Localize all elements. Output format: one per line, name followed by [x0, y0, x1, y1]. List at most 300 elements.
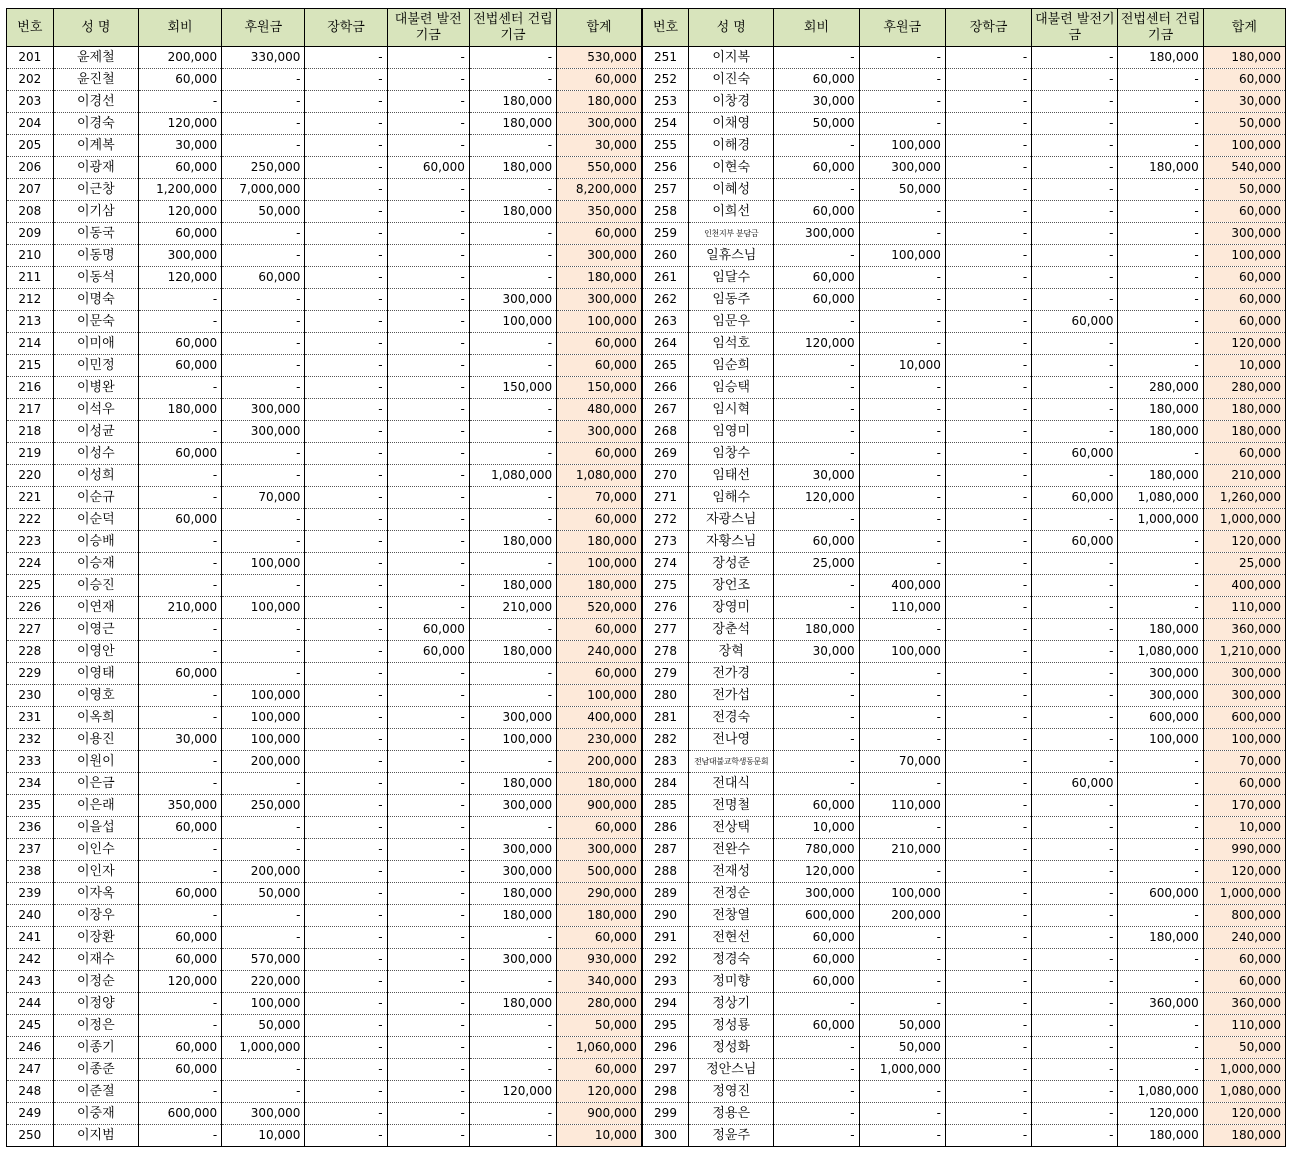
table-row	[7, 201, 1286, 223]
cell-support: -	[222, 641, 305, 663]
cell-fund: -	[1032, 993, 1118, 1015]
cell-center: -	[1118, 1037, 1203, 1059]
cell-name: 전가경	[689, 663, 774, 685]
cell-no: 278	[642, 641, 689, 663]
cell-no: 273	[642, 531, 689, 553]
cell-fund: -	[387, 949, 469, 971]
cell-center: 300,000	[469, 707, 556, 729]
cell-name: 윤진철	[53, 69, 138, 91]
header-center-right: 전법센터 건립기금	[1118, 9, 1203, 47]
cell-total: 180,000	[557, 531, 642, 553]
cell-support: -	[859, 311, 945, 333]
cell-fee: -	[774, 751, 859, 773]
cell-support: -	[222, 575, 305, 597]
header-scholarship-right: 장학금	[945, 9, 1031, 47]
cell-fee: 120,000	[138, 113, 221, 135]
cell-support: -	[222, 663, 305, 685]
cell-fee: 60,000	[774, 157, 859, 179]
cell-support: -	[859, 443, 945, 465]
cell-fee: 60,000	[138, 333, 221, 355]
cell-name: 이은금	[53, 773, 138, 795]
cell-support: -	[222, 465, 305, 487]
cell-fee: 60,000	[774, 795, 859, 817]
cell-fee: 60,000	[774, 971, 859, 993]
cell-total: 60,000	[557, 927, 642, 949]
cell-no: 280	[642, 685, 689, 707]
cell-no: 284	[642, 773, 689, 795]
cell-scholarship: -	[945, 311, 1031, 333]
cell-fee: -	[138, 531, 221, 553]
cell-fund: -	[387, 333, 469, 355]
cell-total: 360,000	[1203, 993, 1285, 1015]
cell-total: 350,000	[557, 201, 642, 223]
cell-total: 210,000	[1203, 465, 1285, 487]
cell-total: 60,000	[557, 69, 642, 91]
cell-fee: 350,000	[138, 795, 221, 817]
cell-center: -	[469, 1125, 556, 1147]
cell-center: -	[469, 267, 556, 289]
table-row	[7, 69, 1286, 91]
cell-no: 216	[7, 377, 54, 399]
cell-no: 250	[7, 1125, 54, 1147]
cell-fund: -	[1032, 1037, 1118, 1059]
header-support-right: 후원금	[859, 9, 945, 47]
cell-center: -	[469, 1015, 556, 1037]
cell-center: 180,000	[1118, 1125, 1203, 1147]
cell-name: 이장환	[53, 927, 138, 949]
cell-fee: -	[774, 443, 859, 465]
cell-scholarship: -	[305, 707, 387, 729]
table-row	[7, 355, 1286, 377]
cell-name: 정안스님	[689, 1059, 774, 1081]
cell-no: 253	[642, 91, 689, 113]
cell-no: 239	[7, 883, 54, 905]
cell-total: 500,000	[557, 861, 642, 883]
cell-support: 250,000	[222, 157, 305, 179]
cell-name: 이원이	[53, 751, 138, 773]
cell-name: 이중재	[53, 1103, 138, 1125]
cell-scholarship: -	[945, 839, 1031, 861]
cell-fee: -	[774, 47, 859, 69]
cell-support: 100,000	[859, 245, 945, 267]
cell-name: 이성희	[53, 465, 138, 487]
cell-total: 180,000	[557, 773, 642, 795]
cell-no: 234	[7, 773, 54, 795]
cell-no: 244	[7, 993, 54, 1015]
cell-fund: -	[387, 773, 469, 795]
cell-support: 7,000,000	[222, 179, 305, 201]
cell-scholarship: -	[305, 355, 387, 377]
cell-fee: -	[774, 399, 859, 421]
cell-center: -	[1118, 817, 1203, 839]
table-row	[7, 553, 1286, 575]
cell-center: 1,080,000	[1118, 487, 1203, 509]
cell-fund: -	[387, 839, 469, 861]
cell-fund: -	[1032, 465, 1118, 487]
cell-center: 1,080,000	[469, 465, 556, 487]
cell-total: 230,000	[557, 729, 642, 751]
cell-fund: -	[1032, 421, 1118, 443]
cell-no: 217	[7, 399, 54, 421]
cell-no: 208	[7, 201, 54, 223]
cell-center: -	[469, 1103, 556, 1125]
cell-total: 1,080,000	[557, 465, 642, 487]
cell-center: -	[1118, 69, 1203, 91]
cell-scholarship: -	[305, 839, 387, 861]
cell-fund: -	[1032, 223, 1118, 245]
cell-total: 180,000	[1203, 421, 1285, 443]
cell-support: -	[859, 685, 945, 707]
cell-fee: -	[774, 179, 859, 201]
cell-support: 1,000,000	[222, 1037, 305, 1059]
cell-support: 50,000	[222, 1015, 305, 1037]
cell-scholarship: -	[945, 1081, 1031, 1103]
cell-support: -	[859, 949, 945, 971]
cell-fund: 60,000	[387, 641, 469, 663]
cell-fee: -	[138, 685, 221, 707]
cell-no: 221	[7, 487, 54, 509]
cell-scholarship: -	[305, 377, 387, 399]
cell-support: 100,000	[222, 597, 305, 619]
cell-scholarship: -	[945, 47, 1031, 69]
cell-center: 180,000	[469, 773, 556, 795]
cell-support: 50,000	[222, 883, 305, 905]
cell-support: -	[222, 113, 305, 135]
cell-total: 30,000	[557, 135, 642, 157]
table-row	[7, 91, 1286, 113]
cell-support: -	[859, 729, 945, 751]
cell-support: 50,000	[859, 179, 945, 201]
cell-name: 이민정	[53, 355, 138, 377]
cell-no: 275	[642, 575, 689, 597]
cell-support: 300,000	[222, 399, 305, 421]
cell-scholarship: -	[945, 597, 1031, 619]
cell-no: 215	[7, 355, 54, 377]
cell-name: 이병완	[53, 377, 138, 399]
cell-fee: 60,000	[138, 223, 221, 245]
cell-total: 1,000,000	[1203, 509, 1285, 531]
cell-name: 전창열	[689, 905, 774, 927]
cell-no: 211	[7, 267, 54, 289]
cell-fee: 60,000	[138, 1037, 221, 1059]
cell-name: 임영미	[689, 421, 774, 443]
cell-fund: -	[1032, 751, 1118, 773]
cell-no: 282	[642, 729, 689, 751]
cell-total: 70,000	[1203, 751, 1285, 773]
cell-no: 268	[642, 421, 689, 443]
cell-scholarship: -	[305, 1125, 387, 1147]
cell-fee: -	[774, 1037, 859, 1059]
cell-center: 210,000	[469, 597, 556, 619]
cell-scholarship: -	[305, 971, 387, 993]
cell-fund: -	[1032, 509, 1118, 531]
cell-name: 전가섭	[689, 685, 774, 707]
cell-scholarship: -	[305, 751, 387, 773]
cell-scholarship: -	[945, 487, 1031, 509]
cell-fund: -	[387, 575, 469, 597]
cell-total: 300,000	[557, 421, 642, 443]
cell-fund: -	[1032, 245, 1118, 267]
cell-fee: -	[138, 289, 221, 311]
cell-support: -	[859, 1081, 945, 1103]
cell-fund: -	[1032, 179, 1118, 201]
cell-scholarship: -	[305, 333, 387, 355]
cell-fund: -	[387, 883, 469, 905]
cell-fee: -	[138, 861, 221, 883]
cell-support: -	[859, 487, 945, 509]
cell-total: 530,000	[557, 47, 642, 69]
cell-center: 180,000	[469, 91, 556, 113]
cell-fund: 60,000	[1032, 773, 1118, 795]
cell-scholarship: -	[305, 47, 387, 69]
table-row	[7, 465, 1286, 487]
cell-fund: -	[387, 399, 469, 421]
cell-name: 이문숙	[53, 311, 138, 333]
cell-fund: -	[387, 531, 469, 553]
table-row	[7, 927, 1286, 949]
cell-total: 240,000	[557, 641, 642, 663]
cell-name: 이을섭	[53, 817, 138, 839]
cell-center: -	[469, 223, 556, 245]
cell-name: 이지복	[689, 47, 774, 69]
cell-name: 이동국	[53, 223, 138, 245]
cell-fund: -	[1032, 1015, 1118, 1037]
cell-name: 이광재	[53, 157, 138, 179]
cell-center: -	[469, 751, 556, 773]
cell-center: -	[1118, 311, 1203, 333]
cell-total: 300,000	[557, 245, 642, 267]
cell-no: 232	[7, 729, 54, 751]
cell-scholarship: -	[305, 949, 387, 971]
cell-fund: -	[387, 1015, 469, 1037]
cell-total: 300,000	[1203, 685, 1285, 707]
cell-support: -	[859, 553, 945, 575]
cell-fee: 120,000	[774, 861, 859, 883]
cell-total: 900,000	[557, 1103, 642, 1125]
cell-fund: -	[1032, 883, 1118, 905]
cell-fee: -	[138, 707, 221, 729]
cell-fund: -	[1032, 377, 1118, 399]
cell-total: 180,000	[1203, 1125, 1285, 1147]
cell-support: 300,000	[222, 1103, 305, 1125]
cell-scholarship: -	[945, 1125, 1031, 1147]
cell-fund: -	[1032, 685, 1118, 707]
cell-fund: -	[387, 795, 469, 817]
table-row	[7, 641, 1286, 663]
cell-scholarship: -	[945, 443, 1031, 465]
cell-fund: -	[387, 553, 469, 575]
table-row	[7, 509, 1286, 531]
cell-no: 269	[642, 443, 689, 465]
cell-fund: -	[387, 663, 469, 685]
header-name-left: 성 명	[53, 9, 138, 47]
cell-total: 100,000	[1203, 729, 1285, 751]
table-row	[7, 157, 1286, 179]
cell-total: 200,000	[557, 751, 642, 773]
cell-center: 100,000	[469, 729, 556, 751]
cell-total: 120,000	[557, 1081, 642, 1103]
cell-fund: -	[1032, 69, 1118, 91]
cell-total: 8,200,000	[557, 179, 642, 201]
cell-center: 180,000	[469, 993, 556, 1015]
cell-fund: -	[387, 267, 469, 289]
cell-center: 120,000	[1118, 1103, 1203, 1125]
cell-scholarship: -	[305, 1059, 387, 1081]
cell-name: 이동석	[53, 267, 138, 289]
header-scholarship-left: 장학금	[305, 9, 387, 47]
cell-name: 자광스님	[689, 509, 774, 531]
table-row	[7, 1015, 1286, 1037]
cell-support: 400,000	[859, 575, 945, 597]
cell-no: 291	[642, 927, 689, 949]
cell-fee: 200,000	[138, 47, 221, 69]
cell-scholarship: -	[945, 949, 1031, 971]
cell-fee: -	[774, 729, 859, 751]
cell-total: 300,000	[1203, 663, 1285, 685]
cell-support: -	[222, 509, 305, 531]
cell-fund: -	[387, 1081, 469, 1103]
cell-no: 243	[7, 971, 54, 993]
cell-fund: -	[387, 685, 469, 707]
cell-support: -	[222, 839, 305, 861]
cell-total: 800,000	[1203, 905, 1285, 927]
cell-center: -	[469, 47, 556, 69]
cell-total: 480,000	[557, 399, 642, 421]
table-row	[7, 795, 1286, 817]
cell-scholarship: -	[945, 179, 1031, 201]
cell-name: 임창수	[689, 443, 774, 465]
cell-fund: -	[1032, 707, 1118, 729]
cell-center: 600,000	[1118, 883, 1203, 905]
cell-total: 360,000	[1203, 619, 1285, 641]
cell-no: 248	[7, 1081, 54, 1103]
table-row	[7, 443, 1286, 465]
cell-scholarship: -	[305, 245, 387, 267]
cell-support: -	[859, 509, 945, 531]
cell-scholarship: -	[305, 311, 387, 333]
header-fee-right: 회비	[774, 9, 859, 47]
cell-no: 299	[642, 1103, 689, 1125]
cell-fund: -	[1032, 113, 1118, 135]
cell-no: 296	[642, 1037, 689, 1059]
table-row	[7, 333, 1286, 355]
cell-scholarship: -	[945, 619, 1031, 641]
cell-name: 임승택	[689, 377, 774, 399]
cell-center: -	[469, 1059, 556, 1081]
cell-fee: -	[774, 707, 859, 729]
cell-fund: -	[1032, 597, 1118, 619]
cell-name: 이인수	[53, 839, 138, 861]
cell-center: -	[1118, 201, 1203, 223]
cell-scholarship: -	[945, 729, 1031, 751]
cell-fee: -	[774, 575, 859, 597]
cell-center: -	[1118, 245, 1203, 267]
table-row	[7, 729, 1286, 751]
cell-support: -	[859, 377, 945, 399]
cell-center: -	[469, 135, 556, 157]
cell-fee: 600,000	[774, 905, 859, 927]
cell-fee: 60,000	[138, 817, 221, 839]
cell-total: 120,000	[1203, 861, 1285, 883]
cell-center: 180,000	[1118, 927, 1203, 949]
cell-center: -	[1118, 1059, 1203, 1081]
cell-fund: -	[1032, 201, 1118, 223]
cell-fund: -	[387, 905, 469, 927]
cell-fee: 60,000	[774, 531, 859, 553]
cell-scholarship: -	[305, 1081, 387, 1103]
cell-name: 이용진	[53, 729, 138, 751]
cell-total: 60,000	[1203, 289, 1285, 311]
cell-name: 전명철	[689, 795, 774, 817]
cell-fund: -	[387, 377, 469, 399]
table-row	[7, 861, 1286, 883]
cell-fee: -	[774, 377, 859, 399]
cell-scholarship: -	[945, 157, 1031, 179]
cell-name: 임시혁	[689, 399, 774, 421]
cell-name: 임순희	[689, 355, 774, 377]
cell-no: 277	[642, 619, 689, 641]
cell-fee: 780,000	[774, 839, 859, 861]
cell-fund: -	[387, 861, 469, 883]
cell-fund: 60,000	[1032, 487, 1118, 509]
cell-support: -	[222, 817, 305, 839]
cell-no: 236	[7, 817, 54, 839]
cell-center: 180,000	[469, 157, 556, 179]
cell-scholarship: -	[305, 905, 387, 927]
cell-center: 180,000	[469, 641, 556, 663]
cell-name: 이순덕	[53, 509, 138, 531]
cell-scholarship: -	[945, 861, 1031, 883]
cell-scholarship: -	[945, 113, 1031, 135]
cell-center: 300,000	[469, 949, 556, 971]
cell-support: 60,000	[222, 267, 305, 289]
cell-fee: 300,000	[774, 883, 859, 905]
cell-name: 장영미	[689, 597, 774, 619]
cell-fee: -	[774, 135, 859, 157]
cell-fund: -	[387, 443, 469, 465]
cell-total: 300,000	[557, 839, 642, 861]
cell-no: 294	[642, 993, 689, 1015]
cell-fee: 1,200,000	[138, 179, 221, 201]
cell-name: 이정순	[53, 971, 138, 993]
cell-center: 100,000	[469, 311, 556, 333]
cell-fee: 25,000	[774, 553, 859, 575]
cell-fee: 60,000	[774, 1015, 859, 1037]
cell-scholarship: -	[305, 531, 387, 553]
table-row	[7, 245, 1286, 267]
cell-center: -	[469, 245, 556, 267]
cell-fund: -	[1032, 927, 1118, 949]
cell-center: -	[469, 399, 556, 421]
cell-total: 60,000	[1203, 443, 1285, 465]
table-row	[7, 773, 1286, 795]
cell-no: 206	[7, 157, 54, 179]
cell-no: 237	[7, 839, 54, 861]
cell-total: 1,000,000	[1203, 883, 1285, 905]
cell-support: 300,000	[859, 157, 945, 179]
cell-fee: 30,000	[774, 465, 859, 487]
cell-no: 257	[642, 179, 689, 201]
cell-support: -	[222, 905, 305, 927]
cell-total: 10,000	[1203, 355, 1285, 377]
cell-scholarship: -	[305, 729, 387, 751]
cell-support: -	[859, 619, 945, 641]
cell-fund: -	[1032, 619, 1118, 641]
cell-support: -	[859, 971, 945, 993]
cell-support: -	[222, 443, 305, 465]
cell-center: 360,000	[1118, 993, 1203, 1015]
cell-no: 209	[7, 223, 54, 245]
